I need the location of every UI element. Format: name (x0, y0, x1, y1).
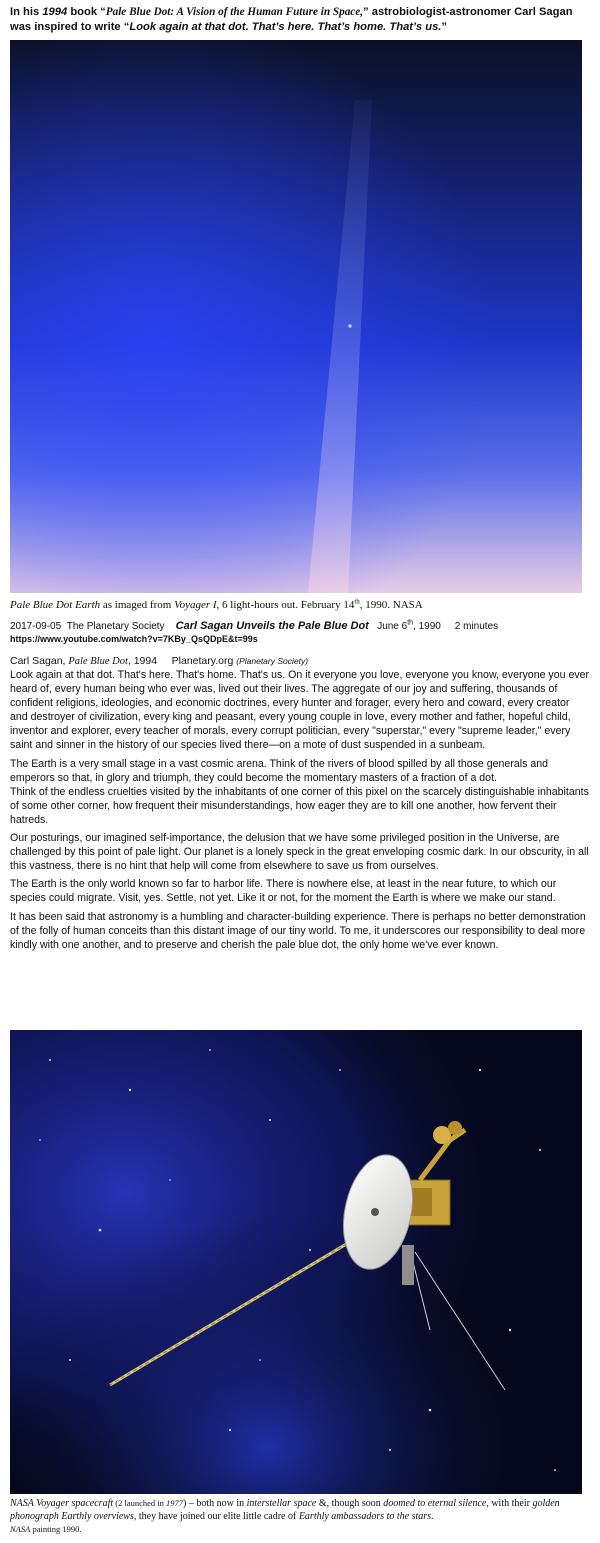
video-date-sup: th (407, 619, 414, 627)
caption2-text-j: , they have joined our elite little cadre of (133, 1511, 299, 1522)
caption2-phonograph: golden phonograph Earthly overviews (10, 1498, 560, 1522)
quote-paragraph-5: The Earth is the only world known so far to harbor life. There is nowhere else, at least in the near future, to which our species could migrate. Visit, yes. Settle, not yet. Like it or not, for the moment the Earth is where we make our stand. (10, 878, 557, 905)
pale-blue-dot (348, 324, 351, 327)
quote-credit (10, 654, 590, 669)
quote-paragraph-2: The Earth is a very small stage in a vast cosmic arena. Think of the rivers of blood spilled by all those generals and emperors so that, in glory and triumph, they could become the momentary masters of a fraction of a dot. (10, 757, 548, 784)
pale-blue-dot-photo (10, 40, 582, 593)
caption2-text-h: , with their (486, 1498, 533, 1509)
source-date: 2017-09-05 (10, 621, 62, 632)
caption-title: Pale Blue Dot Earth (10, 599, 101, 611)
intro-text-2: book “ (67, 6, 106, 18)
sagan-quote (10, 668, 590, 956)
caption2-painting: painting 1990. (30, 1524, 82, 1534)
credit-year: , 1994 (127, 655, 158, 667)
caption2-interstellar: interstellar space (246, 1498, 317, 1509)
caption2-year: 1977 (166, 1498, 184, 1508)
credit-society: (Planetary Society) (236, 656, 309, 666)
voyager-caption (10, 1497, 590, 1536)
quote-paragraph-4: Our posturings, our imagined self-importance, the delusion that we have some privileged position in the Universe, are challenged by this point of pale light. Our planet is a lonely speck in the great enveloping cosmic dark. In our obscurity, in all this vastness, there is no hint that help will come from elsewhere to save us from ourselves. (10, 832, 589, 873)
video-link[interactable]: https://www.youtube.com/watch?v=7KBy_QsQDpE&t=99s (10, 634, 258, 644)
intro-text-3: ” astrobiologist-astronomer Carl Sagan was inspired to write “ (10, 6, 573, 33)
caption2-text-d: ) – both now in (183, 1498, 247, 1509)
caption2-text-l: . (431, 1511, 434, 1522)
photo-caption (10, 598, 590, 612)
caption2-text-f: &, though soon (316, 1498, 384, 1509)
intro-text-1: In his (10, 6, 43, 18)
caption2-ambassadors: Earthly ambassadors to the stars (298, 1511, 432, 1522)
video-duration: 2 minutes (454, 621, 499, 632)
credit-site: Planetary.org (171, 655, 237, 667)
pale-blue-dot-image (10, 40, 582, 593)
caption2-craft: NASA Voyager spacecraft (10, 1498, 114, 1509)
intro-year: 1994 (42, 6, 68, 18)
intro-text-4: ” (441, 21, 448, 33)
caption-craft: Voyager I (174, 599, 217, 611)
video-year: , 1990 (413, 621, 441, 632)
caption-text-2: , 6 light-hours out. February 14 (216, 599, 355, 611)
caption-sup: th (354, 597, 360, 606)
intro-book-title: Pale Blue Dot: A Vision of the Human Future in Space, (105, 6, 364, 18)
caption-text-1: as imaged from (100, 599, 175, 611)
intro-paragraph (10, 5, 590, 35)
caption2-silence: doomed to eternal silence (383, 1498, 487, 1509)
video-source (10, 620, 590, 646)
quote-paragraph-1: Look again at that dot. That's here. That's home. That's us. On it everyone you love, everyone you know, everyone you ever heard of, every human being who ever was, lived out their lives. The aggregate of our joy and suffering, thousands of confident religions, ideologies, and economic doctrines, every hunter and forager, every hero and coward, every creator and destroyer of civilization, every king and peasant, every young couple in love, every mother and father, hopeful child, inventor and explorer, every teacher of morals, every corrupt politician, every "superstar," every "supreme leader," every saint and sinner in the history of our species lived there—on a mote of dust suspended in a sunbeam. (10, 669, 590, 752)
caption2-nasa: NASA (10, 1524, 31, 1534)
voyager-painting (10, 1030, 582, 1494)
caption-text-3: , 1990. NASA (359, 599, 423, 611)
source-org: The Planetary Society (66, 621, 165, 632)
credit-author: Carl Sagan, (10, 655, 69, 667)
voyager-image (10, 1030, 582, 1494)
quote-paragraph-3: Think of the endless cruelties visited by the inhabitants of one corner of this pixel on the scarcely distinguishable inhabitants of some other corner, how frequent their misunderstandings, how eager they are to kill one another, how fervent their hatreds. (10, 785, 589, 826)
video-date: June 6 (377, 621, 408, 632)
video-title: Carl Sagan Unveils the Pale Blue Dot (175, 620, 369, 632)
credit-book: Pale Blue Dot (68, 656, 128, 667)
caption2-text-b: (2 launched in (113, 1498, 167, 1508)
intro-quote: Look again at that dot. That’s here. That’s home. That’s us. (129, 21, 442, 33)
quote-paragraph-6: It has been said that astronomy is a humbling and character-building experience. There is perhaps no better demonstration of the folly of human conceits than this distant image of our tiny world. To me, it underscores our responsibility to deal more kindly with one another, and to preserve and cherish the pale blue dot, the only home we've ever known. (10, 910, 586, 951)
